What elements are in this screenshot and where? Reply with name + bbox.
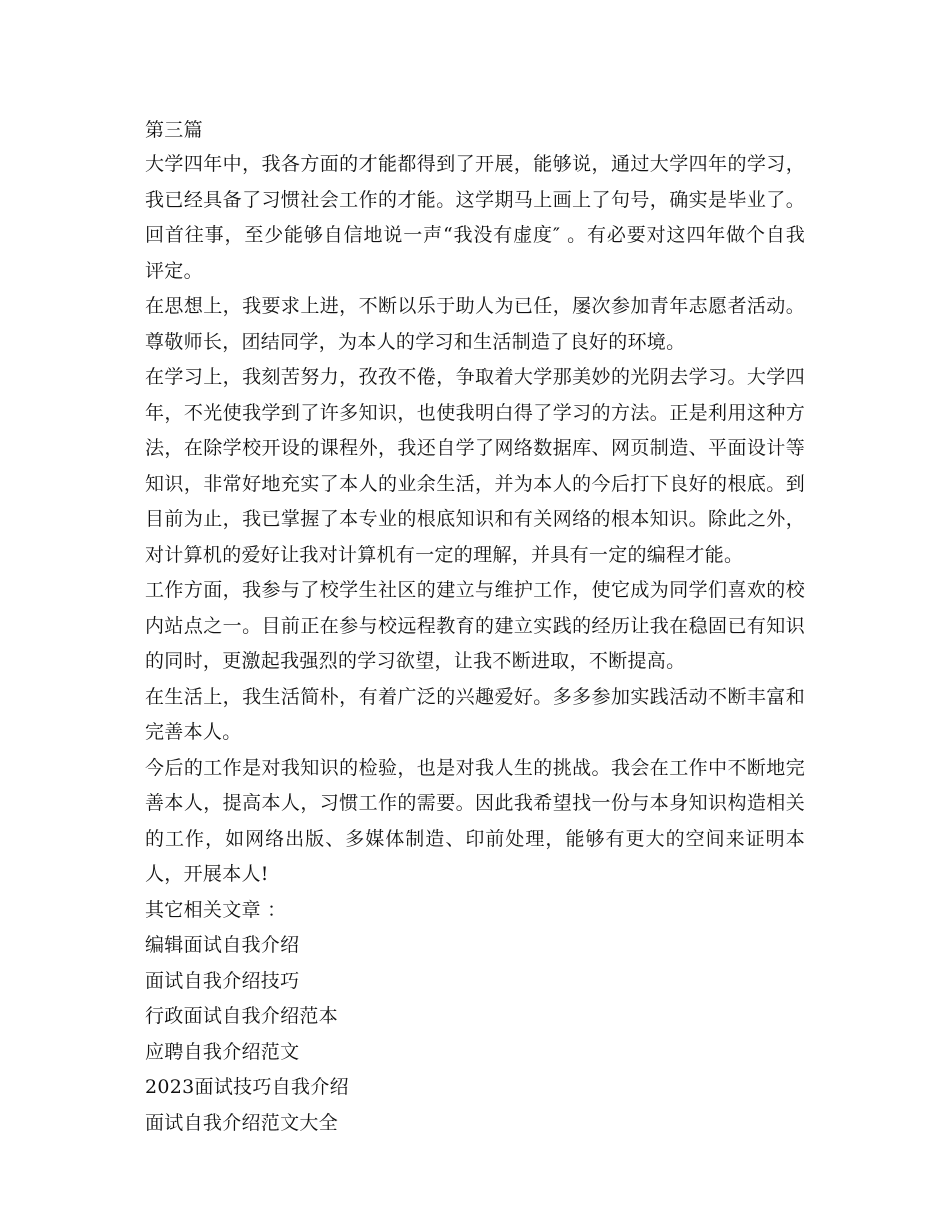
related-article-link[interactable]: 行政面试自我介绍范本 [145,1005,339,1027]
paragraph-thought: 在思想上，我要求上进，不断以乐于助人为已任，屡次参加青年志愿者活动。尊敬师长，团结同学，为本人的学习和生活制造了良好的环境。 [145,295,805,353]
paragraph-work: 工作方面，我参与了校学生社区的建立与维护工作，使它成为同学们喜欢的校内站点之一。目前正在参与校远程教育的建立实践的经历让我在稳固已有知识的同时，更激起我强烈的学习欲望，让我不断进取，不断提高。 [145,579,805,672]
related-article-link[interactable]: 应聘自我介绍范文 [145,1040,300,1063]
paragraph-life: 在生活上，我生活简朴，有着广泛的兴趣爱好。多多参加实践活动不断丰富和完善本人。 [145,685,805,743]
section-heading: 第三篇 [145,119,203,141]
related-articles-list [145,928,805,1141]
related-articles-label: 其它相关文章 ： [145,898,287,921]
paragraph-future: 今后的工作是对我知识的检验，也是对我人生的挑战。我会在工作中不断地完善本人，提高本人，习惯工作的需要。因此我希望找一份与本身知识构造相关的工作，如网络出版、多媒体制造、印前处理，能够有更大的空间来证明本人，开展本人! [145,756,805,885]
related-article-link[interactable]: 编辑面试自我介绍 [145,934,300,956]
related-article-link[interactable]: 面试自我介绍范文大全 [145,1111,339,1134]
paragraph-study: 在学习上，我刻苦努力，孜孜不倦，争取着大学那美妙的光阴去学习。大学四年，不光使我学到了许多知识，也使我明白得了学习的方法。正是利用这种方法，在除学校开设的课程外，我还自学了网络数据库、网页制造、平面设计等知识，非常好地充实了本人的业余生活，并为本人的今后打下良好的根底。到目前为止，我已掌握了本专业的根底知识和有关网络的根本知识。除此之外，对计算机的爱好让我对计算机有一定的理解，并具有一定的编程才能。 [145,366,805,566]
paragraph-intro: 大学四年中，我各方面的才能都得到了开展，能够说，通过大学四年的学习，我已经具备了习惯社会工作的才能。这学期马上画上了句号，确实是毕业了。回首往事，至少能够自信地说一声“我没有虚度″ 。有必要对这四年做个自我评定。 [145,153,805,282]
document-body [145,113,805,1141]
related-article-link[interactable]: 面试自我介绍技巧 [145,969,300,992]
related-article-link[interactable]: 2023面试技巧自我介绍 [145,1076,349,1098]
